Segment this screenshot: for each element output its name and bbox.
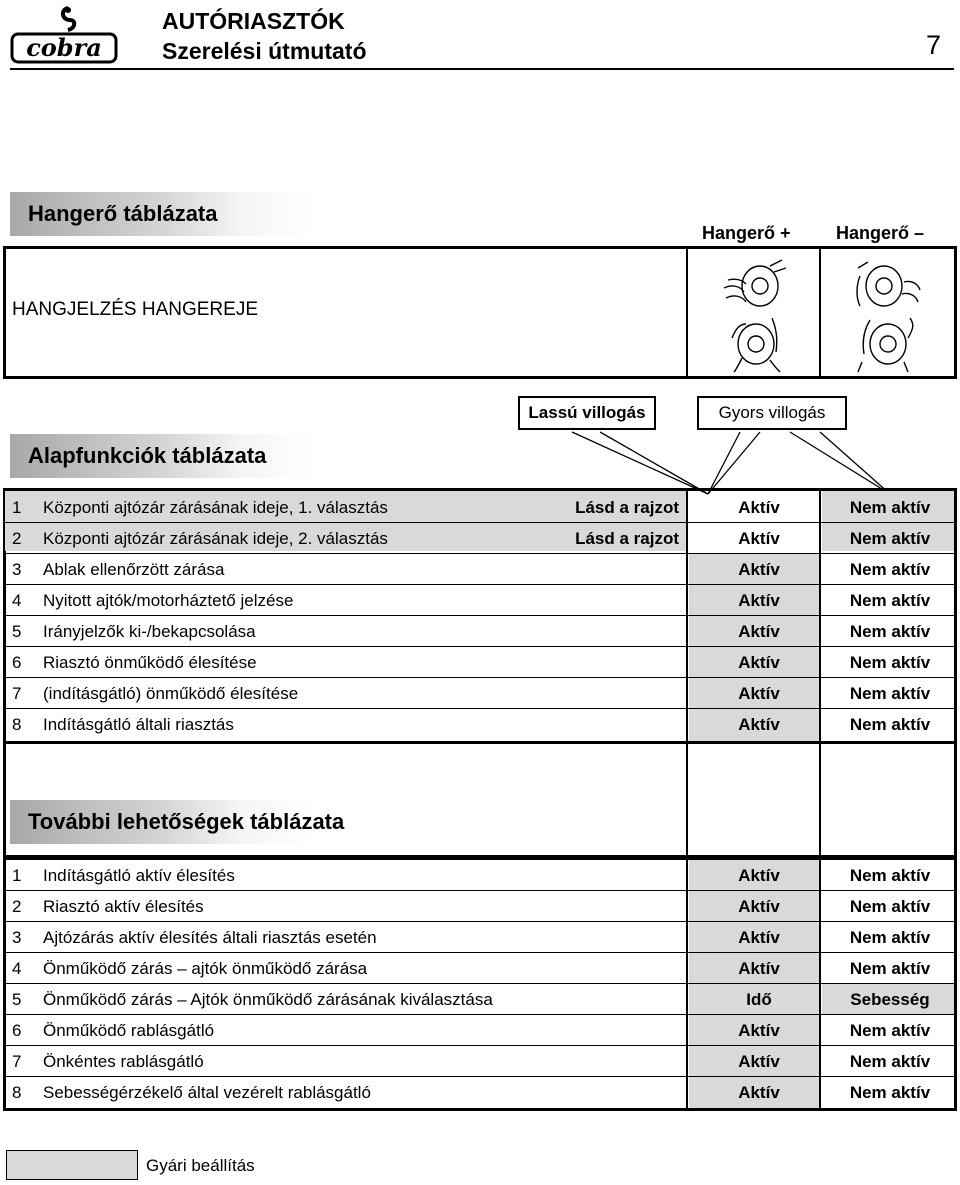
row-option-2: Nem aktív (849, 559, 931, 579)
table-row (5, 1077, 955, 1108)
row-number: 5 (12, 989, 22, 1009)
row-label: Riasztó aktív élesítés (43, 896, 204, 916)
row-number: 4 (12, 590, 22, 610)
row-option-1: Aktív (738, 652, 780, 672)
svg-text:cobra: cobra (26, 33, 102, 62)
column-divider (819, 742, 821, 858)
callout-slow-blink: Lassú villogás (518, 396, 656, 430)
row-option-2: Nem aktív (849, 590, 931, 610)
row-option-2: Nem aktív (849, 652, 931, 672)
row-label: Központi ajtózár zárásának ideje, 2. választás (43, 528, 388, 548)
row-option-1: Aktív (738, 865, 780, 885)
row-note: Lásd a rajzot (575, 528, 679, 548)
row-option-1: Aktív (738, 683, 780, 703)
row-number: 7 (12, 1051, 22, 1071)
row-option-2: Sebesség (850, 989, 930, 1009)
table-row (5, 585, 955, 616)
more-table-title: További lehetőségek táblázata (10, 800, 530, 844)
column-divider (819, 246, 821, 379)
row-label: Ablak ellenőrzött zárása (43, 559, 225, 579)
row-label: Indításgátló aktív élesítés (43, 865, 235, 885)
table-row (5, 984, 955, 1015)
basic-table-title: Alapfunkciók táblázata (10, 434, 530, 478)
volume-minus-header: Hangerő – (836, 223, 925, 243)
volume-plus-header: Hangerő + (702, 223, 791, 243)
row-option-2: Nem aktív (849, 927, 931, 947)
row-note: Lásd a rajzot (575, 497, 679, 517)
row-label: Önműködő zárás – Ajtók önműködő zárásának kiválasztása (43, 989, 493, 1009)
row-option-1: Aktív (738, 714, 780, 734)
row-number: 8 (12, 714, 22, 734)
row-number: 6 (12, 1020, 22, 1040)
cobra-logo (10, 4, 118, 64)
row-number: 1 (12, 497, 22, 517)
row-option-1: Aktív (738, 528, 780, 548)
legend-swatch (6, 1150, 138, 1180)
row-label: Ajtózárás aktív élesítés általi riasztás esetén (43, 927, 377, 947)
row-number: 5 (12, 621, 22, 641)
table-row (5, 616, 955, 647)
remote-press-illustration-icon (852, 258, 922, 373)
row-option-1: Aktív (738, 1020, 780, 1040)
row-option-2: Nem aktív (849, 683, 931, 703)
table-row (5, 647, 955, 678)
table-row (5, 953, 955, 984)
row-option-1: Aktív (738, 896, 780, 916)
row-option-1: Aktív (738, 497, 780, 517)
header-divider (10, 68, 954, 70)
table-row (5, 523, 955, 554)
row-option-1: Idő (746, 989, 772, 1009)
row-option-2: Nem aktív (849, 528, 931, 548)
row-option-1: Aktív (738, 927, 780, 947)
row-label: Önműködő zárás – ajtók önműködő zárása (43, 958, 368, 978)
row-label: Nyitott ajtók/motorháztető jelzése (43, 590, 294, 610)
row-number: 6 (12, 652, 22, 672)
row-number: 8 (12, 1082, 22, 1102)
row-option-1: Aktív (738, 958, 780, 978)
legend-label: Gyári beállítás (146, 1156, 255, 1175)
row-number: 3 (12, 559, 22, 579)
row-number: 2 (12, 528, 22, 548)
row-option-2: Nem aktív (849, 1020, 931, 1040)
table-row (5, 492, 955, 523)
row-option-2: Nem aktív (849, 958, 931, 978)
volume-row-label: HANGJELZÉS HANGEREJE (12, 299, 258, 320)
row-option-2: Nem aktív (849, 896, 931, 916)
row-label: Sebességérzékelő által vezérelt rablásgátló (43, 1082, 371, 1102)
row-number: 7 (12, 683, 22, 703)
table-row (5, 891, 955, 922)
row-option-1: Aktív (738, 559, 780, 579)
table-row (5, 922, 955, 953)
row-option-2: Nem aktív (849, 865, 931, 885)
table-row (5, 1015, 955, 1046)
row-label: Riasztó önműködő élesítése (43, 652, 257, 672)
column-divider (686, 742, 688, 858)
row-label: (indításgátló) önműködő élesítése (43, 683, 299, 703)
remote-press-illustration-icon (720, 258, 790, 373)
table-row (5, 860, 955, 891)
callout-fast-blink: Gyors villogás (697, 396, 847, 430)
row-label: Indításgátló általi riasztás (43, 714, 234, 734)
row-label: Önkéntes rablásgátló (43, 1051, 204, 1071)
row-option-2: Nem aktív (849, 1051, 931, 1071)
row-option-2: Nem aktív (849, 621, 931, 641)
row-option-2: Nem aktív (849, 714, 931, 734)
table-row (5, 554, 955, 585)
row-option-1: Aktív (738, 621, 780, 641)
column-divider (686, 246, 688, 379)
row-option-1: Aktív (738, 1051, 780, 1071)
row-option-1: Aktív (738, 590, 780, 610)
row-label: Önműködő rablásgátló (43, 1020, 215, 1040)
row-option-2: Nem aktív (849, 497, 931, 517)
row-number: 3 (12, 927, 22, 947)
row-number: 1 (12, 865, 22, 885)
volume-table-title: Hangerő táblázata (10, 192, 530, 236)
row-option-1: Aktív (738, 1082, 780, 1102)
row-number: 2 (12, 896, 22, 916)
page-number: 7 (926, 30, 942, 60)
table-row (5, 678, 955, 709)
document-subtitle: Szerelési útmutató (162, 38, 367, 64)
row-label: Irányjelzők ki-/bekapcsolása (43, 621, 256, 641)
table-row (5, 1046, 955, 1077)
row-number: 4 (12, 958, 22, 978)
table-row (5, 709, 955, 740)
document-title: AUTÓRIASZTÓK (162, 8, 345, 34)
row-option-2: Nem aktív (849, 1082, 931, 1102)
row-label: Központi ajtózár zárásának ideje, 1. választás (43, 497, 388, 517)
